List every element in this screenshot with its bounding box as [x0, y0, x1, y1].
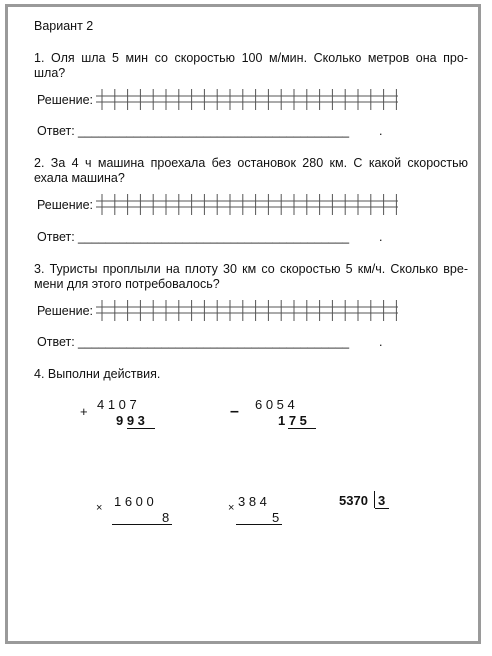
task-3-answer-label: Ответ:	[37, 335, 75, 349]
task-2-line-1: 2. За 4 ч машина проехала без остановок 280 км. С какой скоростью	[34, 156, 468, 170]
variant-title: Вариант 2	[34, 19, 94, 33]
addition-underline	[127, 428, 155, 429]
task-1-solution-label: Решение:	[37, 93, 94, 107]
multiplication-1-sign: ×	[96, 502, 103, 514]
task-2-text	[34, 156, 468, 186]
subtraction-underline	[288, 428, 316, 429]
task-2-answer-label: Ответ:	[37, 230, 75, 244]
task-1-line-1: 1. Оля шла 5 мин со скоростью 100 м/мин. Сколько метров она про-	[34, 51, 468, 65]
task-1-answer-dot: .	[379, 124, 383, 138]
task-1-solution-grid[interactable]	[96, 88, 398, 112]
division-dividend: 5370	[339, 493, 368, 508]
task-3-solution-label: Решение:	[37, 304, 94, 318]
task-3-line-1: 3. Туристы проплыли на плоту 30 км со скоростью 5 км/ч. Сколько вре-	[34, 262, 468, 276]
subtraction-bottom-number: 1 7 5	[278, 413, 307, 428]
multiplication-1-top-number: 1 6 0 0	[114, 494, 154, 509]
subtraction-sign: –	[230, 403, 239, 420]
multiplication-1-bottom-number: 8	[162, 510, 170, 525]
division-underline	[375, 508, 389, 509]
task-1-line-2: шла?	[34, 66, 66, 80]
division-bar	[374, 491, 375, 508]
multiplication-2-top-number: 3 8 4	[238, 494, 267, 509]
subtraction-top-number: 6 0 5 4	[255, 397, 295, 412]
task-1-answer-blank[interactable]: _______________________________________	[78, 124, 350, 138]
task-4-text: 4. Выполни действия.	[34, 367, 161, 381]
multiplication-2-bottom-number: 5	[272, 510, 280, 525]
task-3-solution-grid[interactable]	[96, 299, 398, 323]
task-1-text	[34, 51, 468, 81]
task-2-solution-label: Решение:	[37, 198, 94, 212]
task-2-answer-blank[interactable]: _______________________________________	[78, 230, 350, 244]
task-3-text	[34, 262, 468, 292]
task-3-answer-blank[interactable]: _______________________________________	[78, 335, 350, 349]
multiplication-2-sign: ×	[228, 502, 235, 514]
multiplication-2-underline	[236, 524, 282, 525]
division-divisor: 3	[378, 493, 386, 508]
task-3-line-2: мени для этого потребовалось?	[34, 277, 220, 291]
addition-bottom-number: 9 9 3	[116, 413, 145, 428]
task-1-answer-label: Ответ:	[37, 124, 75, 138]
task-2-answer-dot: .	[379, 230, 383, 244]
task-2-solution-grid[interactable]	[96, 193, 398, 217]
addition-sign: +	[80, 404, 88, 419]
task-3-answer-dot: .	[379, 335, 383, 349]
addition-top-number: 4 1 0 7	[97, 397, 137, 412]
task-2-line-2: ехала машина?	[34, 171, 125, 185]
multiplication-1-underline	[112, 524, 172, 525]
